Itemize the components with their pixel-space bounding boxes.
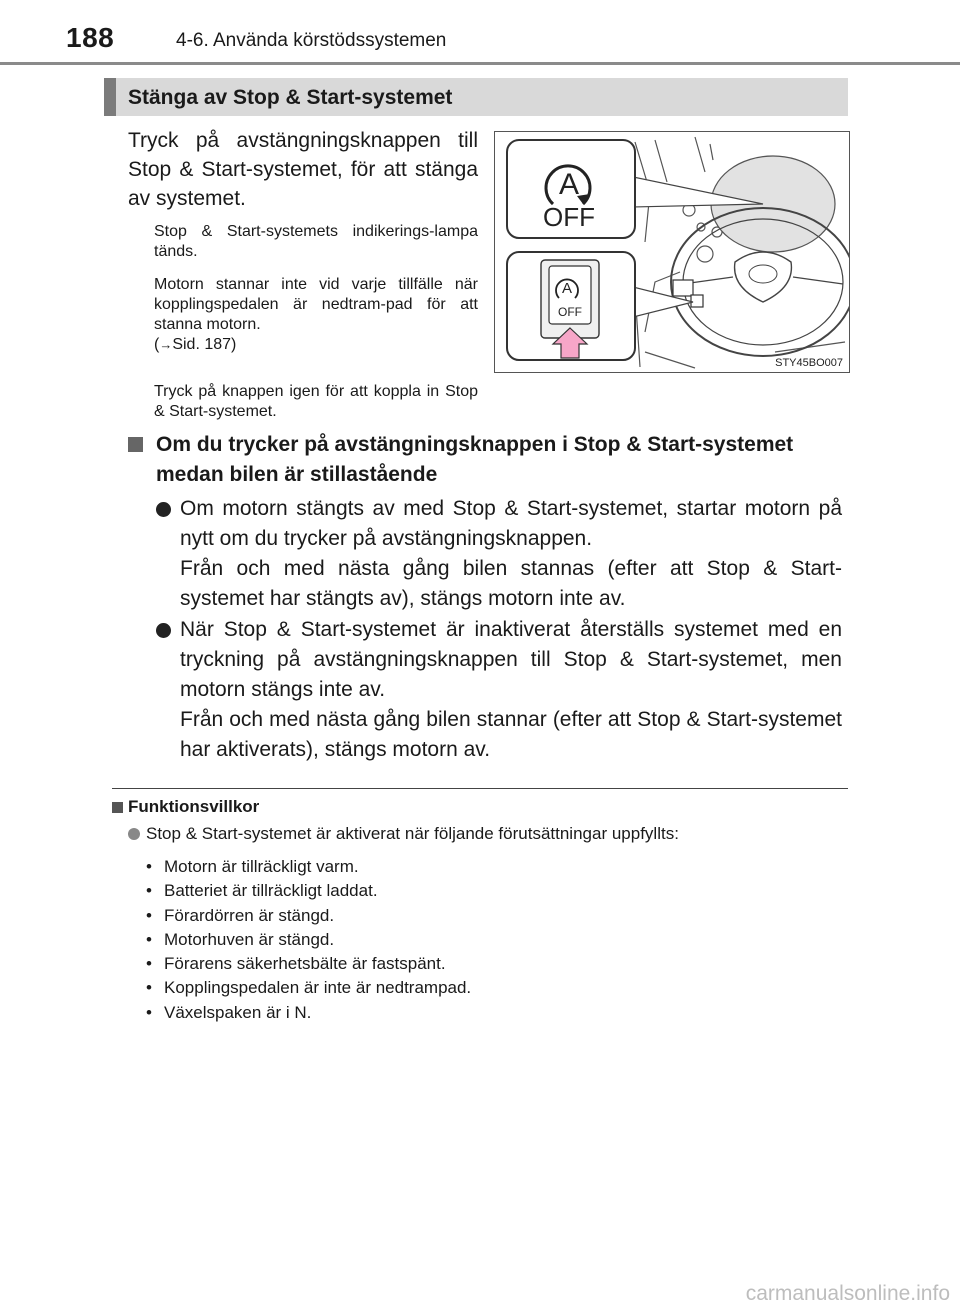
list-item	[144, 855, 471, 879]
list-bullet: •	[146, 954, 152, 974]
conditions-heading: Funktionsvillkor	[128, 797, 260, 816]
list-item	[144, 952, 471, 976]
list-item	[144, 904, 471, 928]
list-bullet: •	[146, 929, 152, 949]
list-item-text: Växelspaken är i N.	[164, 1002, 312, 1022]
off-label-large: OFF	[543, 202, 595, 232]
chapter-title: 4-6. Använda körstödssystemen	[176, 30, 447, 51]
off-label-small: OFF	[558, 305, 582, 319]
conditions-dot-icon	[128, 828, 140, 840]
note-engine	[154, 275, 478, 355]
dashboard-illustration	[495, 132, 849, 372]
list-bullet: •	[146, 881, 152, 901]
intro-text: Tryck på avstängningsknappen till Stop & Start-systemet, för att stänga av systemet.	[128, 129, 478, 210]
arrow-right-icon: →	[159, 337, 173, 352]
bullet-dot-icon	[156, 623, 171, 638]
conditions-square-icon	[112, 802, 123, 813]
bullet-2-main: När Stop & Start-systemet är inaktiverat återställs systemet med en tryckning på avstängningsknappen till Stop & Start-systemet, men motorn stängs inte av.	[180, 618, 842, 701]
note-indicator: Stop & Start-systemets indikerings-lampa tänds.	[154, 223, 478, 260]
list-item	[144, 928, 471, 952]
divider	[112, 788, 848, 789]
bullet-2-extra: Från och med nästa gång bilen stannar (efter att Stop & Start-systemet har aktiverats), stängs motorn av.	[180, 708, 842, 761]
heading-square-icon	[128, 437, 143, 452]
list-item	[144, 1001, 471, 1025]
dashboard-figure	[494, 131, 850, 373]
svg-text:A: A	[558, 168, 580, 201]
list-item-text: Motorhuven är stängd.	[164, 929, 335, 949]
bullet-1-main: Om motorn stängts av med Stop & Start-systemet, startar motorn på nytt om du trycker på avstängningsknappen.	[180, 497, 842, 550]
list-bullet: •	[146, 1002, 152, 1022]
page-number: 188	[66, 22, 115, 53]
note-link-paren: (	[154, 336, 160, 353]
list-bullet: •	[146, 905, 152, 925]
list-bullet: •	[146, 978, 152, 998]
bullet-2	[180, 615, 842, 765]
bullet-1-extra: Från och med nästa gång bilen stannas (efter att Stop & Start-systemet har stängts av), stängs motorn inte av.	[180, 557, 842, 610]
bullet-dot-icon	[156, 502, 171, 517]
list-item-text: Kopplingspedalen är inte är nedtrampad.	[164, 978, 472, 998]
header-rule	[0, 62, 960, 65]
figure-code: STY45BO007	[775, 357, 843, 369]
svg-text:A: A	[561, 280, 573, 297]
page-reference-link[interactable]: Sid. 187)	[172, 336, 237, 353]
watermark: carmanualsonline.info	[745, 1282, 950, 1305]
list-item	[144, 879, 471, 903]
list-item-text: Förardörren är stängd.	[164, 905, 335, 925]
conditions-lead: Stop & Start-systemet är aktiverat när följande förutsättningar uppfyllts:	[146, 824, 679, 843]
list-item-text: Batteriet är tillräckligt laddat.	[164, 881, 378, 901]
list-bullet: •	[146, 857, 152, 876]
section-bar-accent	[104, 78, 116, 116]
subsection-heading: Om du trycker på avstängningsknappen i Stop & Start-systemet medan bilen är stillastående	[156, 433, 794, 486]
section-bar-title: Stänga av Stop & Start-systemet	[128, 86, 453, 109]
list-item	[144, 976, 471, 1000]
bullet-1	[180, 494, 842, 614]
note-reactivate: Tryck på knappen igen för att koppla in Stop & Start-systemet.	[154, 383, 478, 420]
conditions-list	[144, 855, 471, 1025]
note-engine-text: Motorn stannar inte vid varje tillfälle när kopplingspedalen är nedtram-pad för att stanna motorn.	[154, 276, 478, 333]
list-item-text: Förarens säkerhetsbälte är fastspänt.	[164, 954, 446, 974]
list-item-text: Motorn är tillräckligt varm.	[164, 857, 359, 876]
